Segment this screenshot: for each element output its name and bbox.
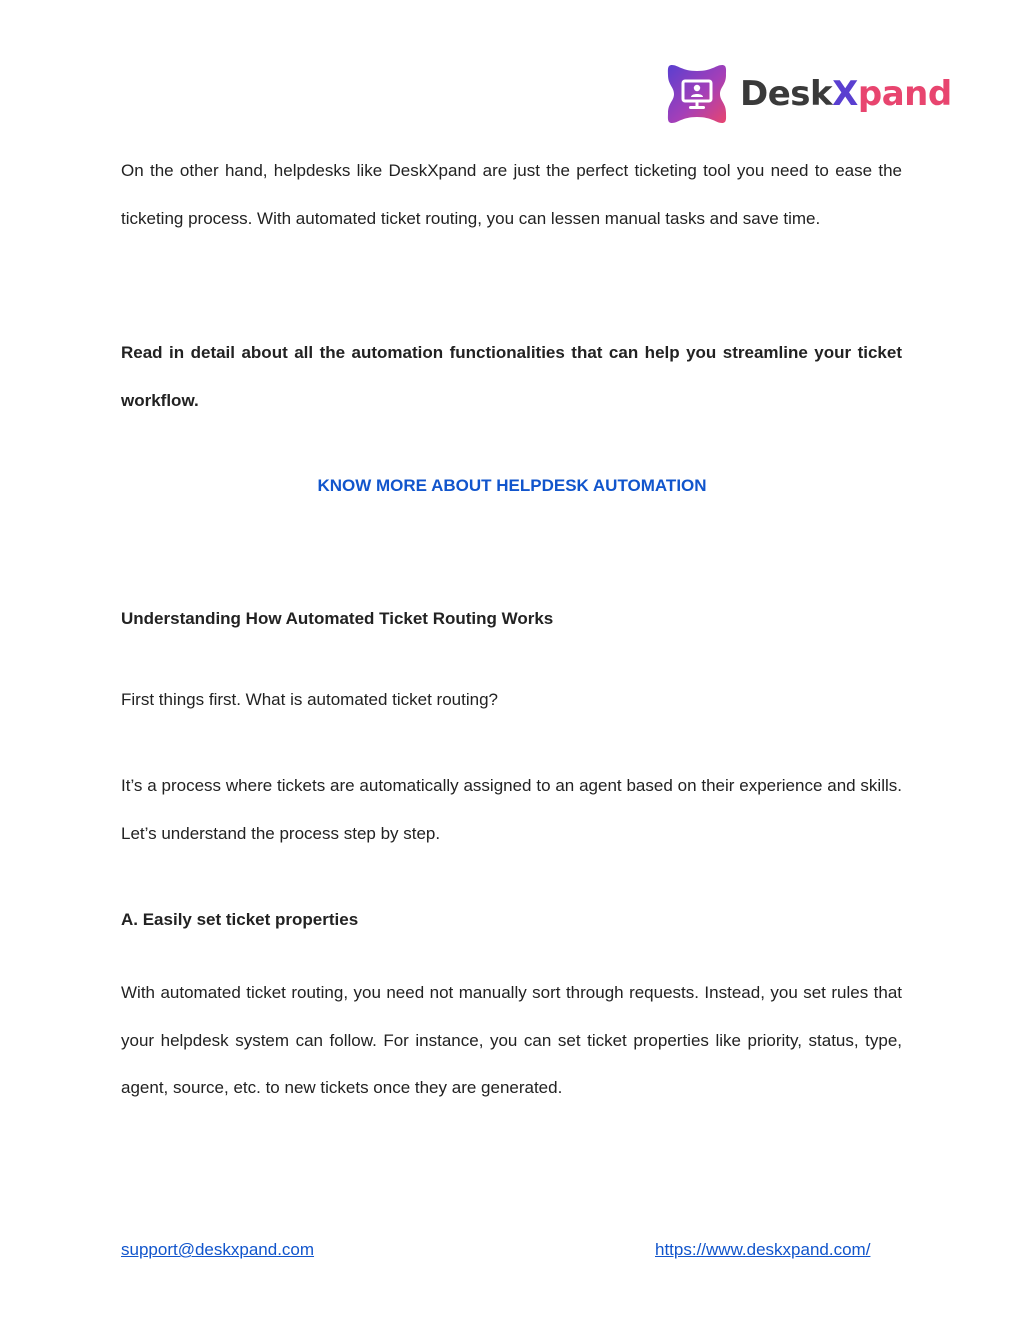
intro-paragraph: On the other hand, helpdesks like DeskXpand are just the perfect ticketing tool you need to ease the ticketing process. With automated ticket routing, you can lessen manual tasks and save time.	[121, 161, 902, 228]
read-more-paragraph: Read in detail about all the automation functionalities that can help you streamline your ticket workflow.	[121, 343, 902, 410]
know-more-link[interactable]: KNOW MORE ABOUT HELPDESK AUTOMATION	[317, 476, 707, 495]
website-link[interactable]: https://www.deskxpand.com/	[655, 1240, 871, 1259]
brand-logo	[664, 60, 952, 128]
brand-name-x: X	[832, 74, 858, 114]
monitor-person-icon	[664, 61, 730, 127]
question-text: First things first. What is automated ticket routing?	[121, 690, 498, 709]
section-heading: Understanding How Automated Ticket Routing Works	[121, 609, 554, 628]
subheading-a: A. Easily set ticket properties	[121, 910, 359, 929]
definition-paragraph: It’s a process where tickets are automatically assigned to an agent based on their experience and skills. Let’s understand the process step by step.	[121, 776, 902, 843]
brand-name-pand: pand	[857, 74, 952, 114]
brand-wordmark	[740, 60, 952, 128]
brand-name-desk: Desk	[740, 74, 833, 114]
properties-paragraph: With automated ticket routing, you need not manually sort through requests. Instead, you set rules that your helpdesk system can follow. For instance, you can set ticket properties like priority, status, type, agent, source, etc. to new tickets once they are generated.	[121, 983, 902, 1097]
support-email-link[interactable]: support@deskxpand.com	[121, 1240, 315, 1259]
